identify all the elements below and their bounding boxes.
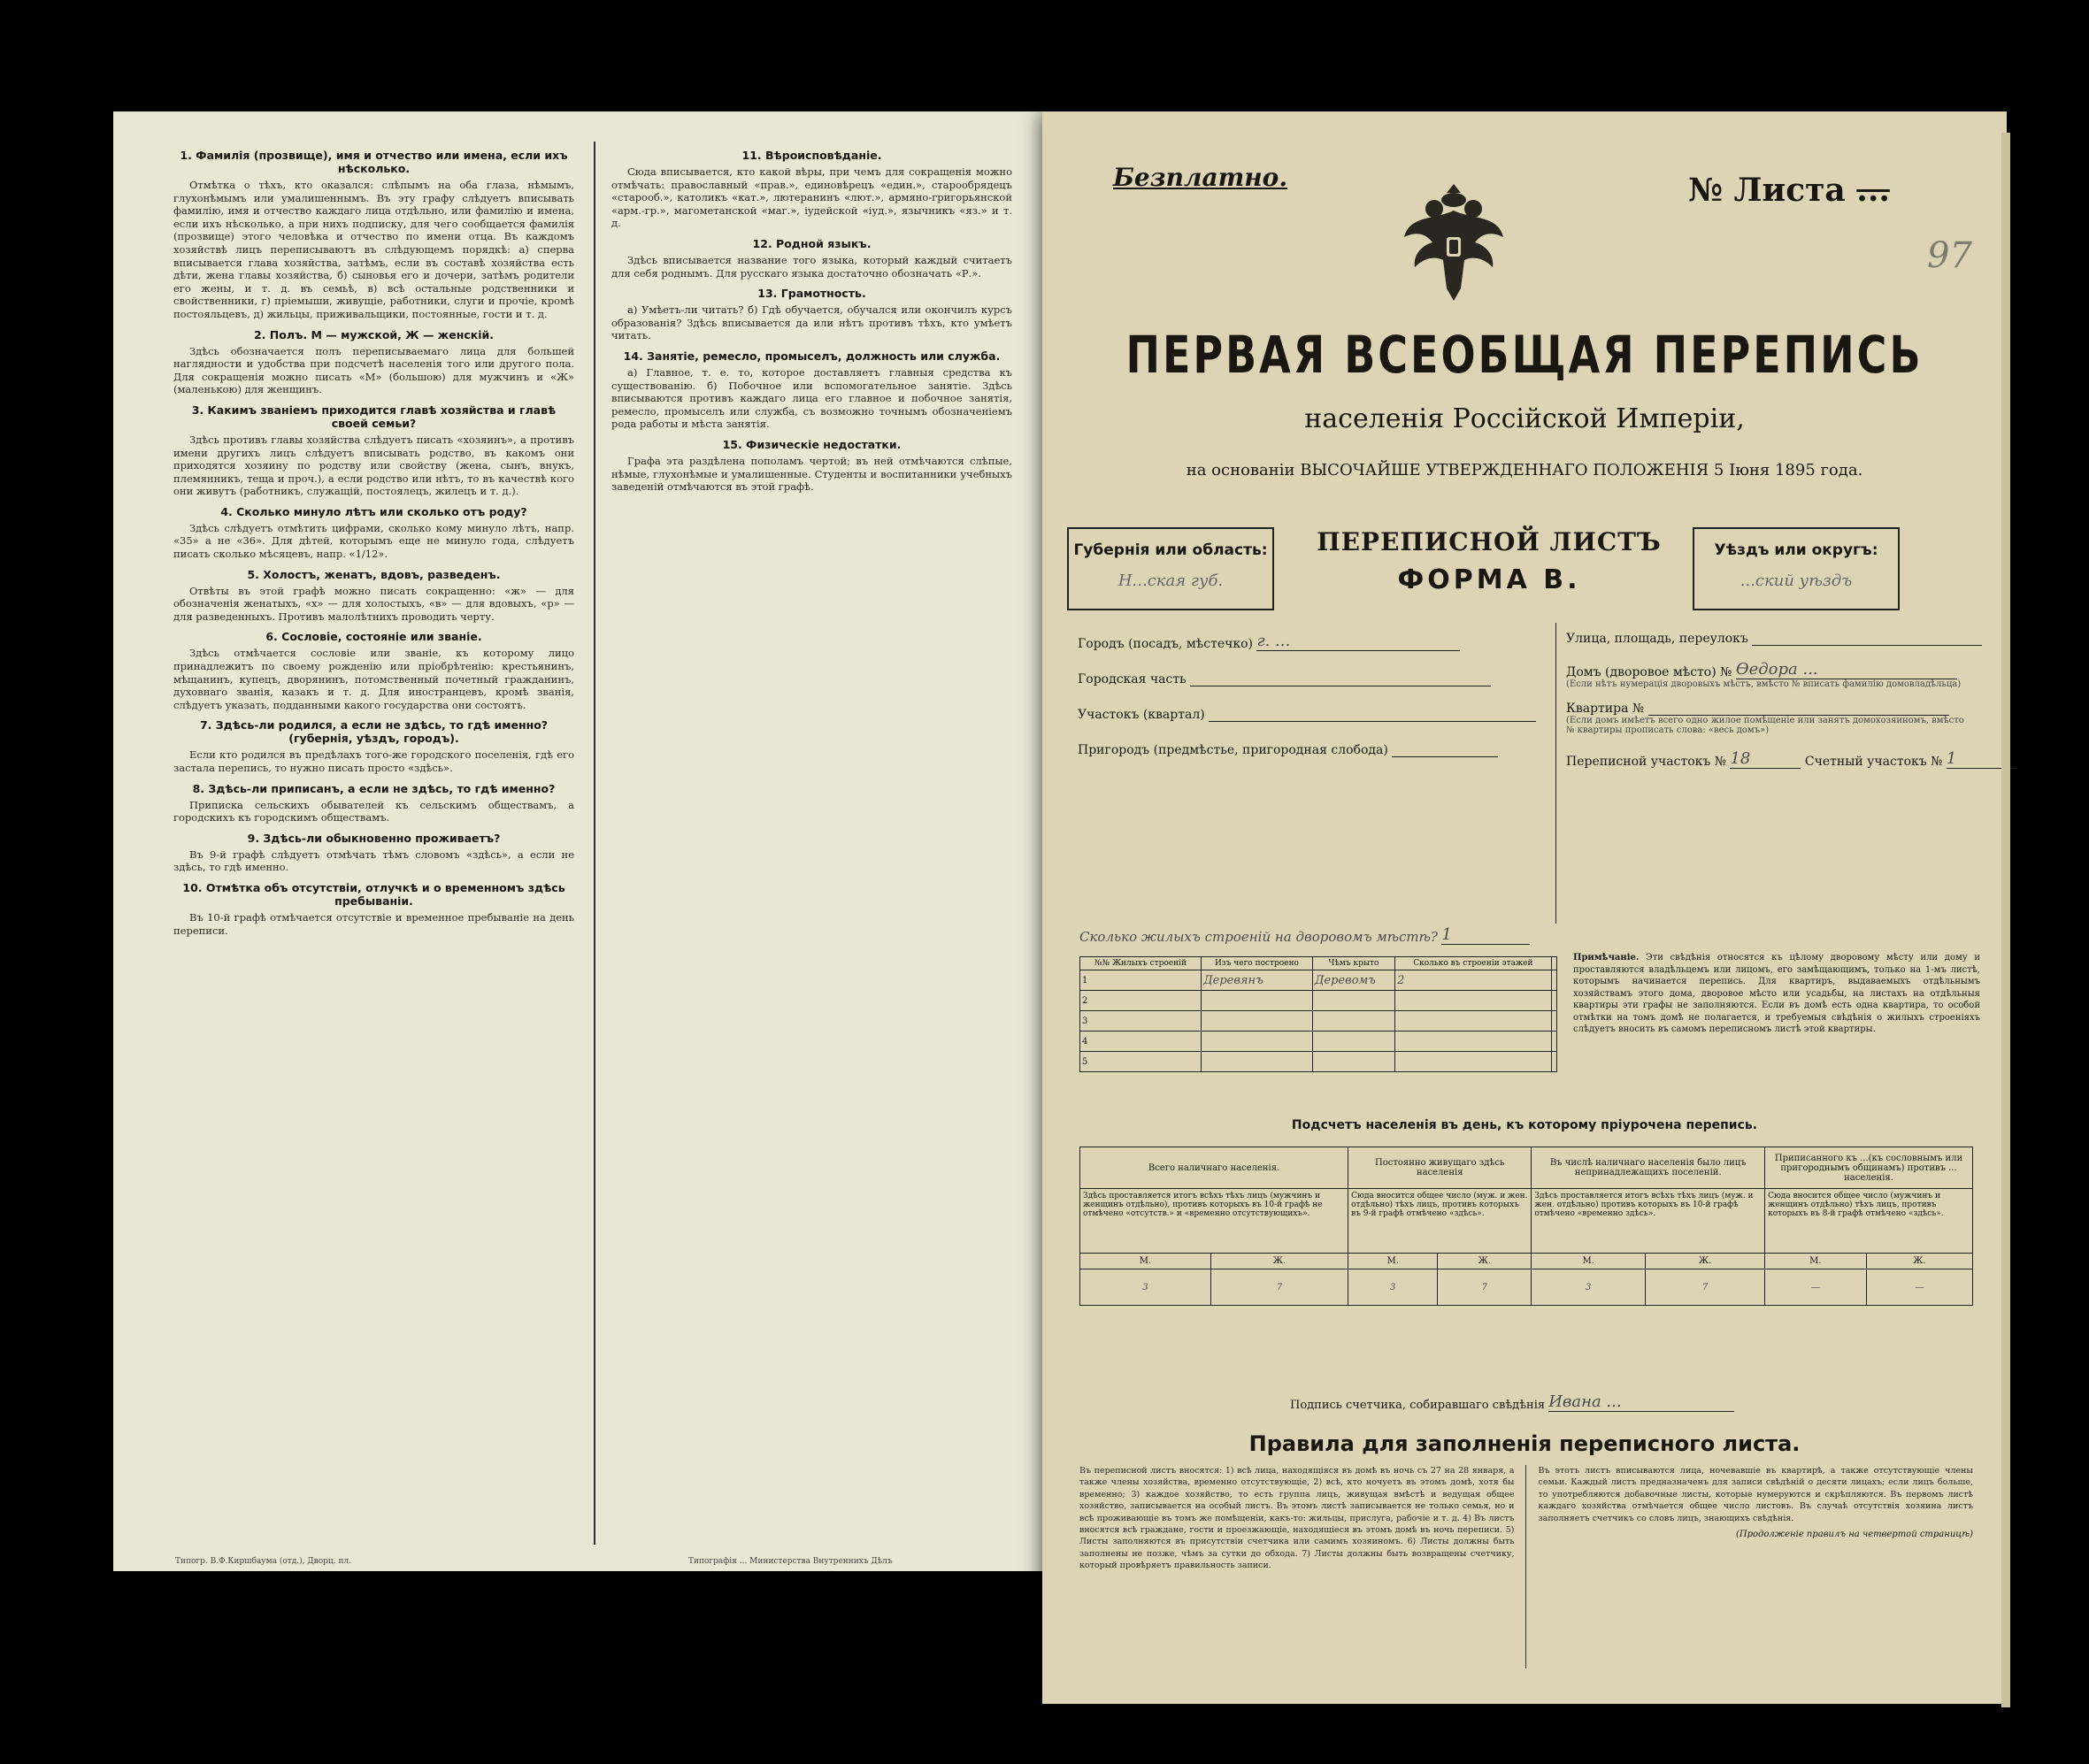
buildings-row (1080, 1032, 1557, 1052)
rules-left-column: Въ переписной листъ вносятся: 1) всѣ лица, находящіяся въ домѣ въ ночь съ 27 на 28 января, а также члены хозяйства, временно отсутствующіе, 2) всѣ, кто ночуетъ въ этомъ домѣ, хотя бы временно; 3) каждое хозяйство, то есть группа лицъ, живущая вмѣстѣ и ведущая общее хозяйство, записывается на особый листъ. Въ этомъ листѣ записывается не только семья, но и всѣ проживающіе въ томъ же помѣщеніи, какъ-то: жильцы, прислуга, рабочіе и т. д. 4) Въ листъ вносятся всѣ граждане, гости и проезжающіе, находящіеся въ этомъ домѣ въ ночь переписи. 5) Листы заполняются въ присутствіи счетчика или самимъ хозяиномъ. 6) Листы должны быть заполнены не позже, чѣмъ за сутки до обхода. 7) Листы должны быть возвращены счетчику, который провѣряетъ правильность записи. (1079, 1465, 1526, 1668)
gubernia-box (1067, 527, 1274, 610)
rules-right-wrap (1539, 1465, 1974, 1668)
totals-description-cell: Здѣсь проставляется итогъ всѣхъ тѣхъ лицъ (мужчинъ и женщинъ отдѣльно), противъ которыхъ въ 10-й графѣ не отмѣчено «отсутств.» и «временно отсутствующихъ». (1080, 1189, 1348, 1254)
buildings-cell (1551, 1032, 1556, 1052)
sex-label-cell: М. (1348, 1254, 1438, 1269)
section-heading: 10. Отмѣтка объ отсутствіи, отлучкѣ и о временномъ здѣсь пребываніи. (182, 880, 565, 908)
rules-title: Правила для заполненія переписного листа. (1248, 1431, 1801, 1456)
location-fields (1078, 623, 1556, 924)
buildings-cell (1551, 970, 1556, 991)
section-text: Отвѣты въ этой графѣ можно писать сокращенно: «ж» — для обозначенія женатыхъ, «х» — для холостыхъ, «в» — для вдовыхъ, «р» — для разведенныхъ. Противъ малолѣтнихъ проводить черту. (173, 584, 574, 623)
buildings-note (1573, 952, 1980, 1036)
sex-label-cell: М. (1532, 1254, 1646, 1269)
section-text: Приписка сельскихъ обывателей къ сельскимъ обществамъ, а городскихъ къ городскимъ обществамъ. (173, 798, 574, 824)
buildings-cell (1202, 991, 1313, 1011)
totals-value-cell: — (1765, 1269, 1867, 1306)
section-heading: 11. Вѣроисповѣданіе. (741, 149, 882, 162)
section-heading: 13. Грамотность. (757, 287, 866, 301)
uezd-box (1693, 527, 1900, 610)
legal-basis-line: на основаніи ВЫСОЧАЙШЕ УТВЕРЖДЕННАГО ПОЛОЖЕНІЯ 5 Іюня 1895 года. (1186, 461, 1863, 479)
gubernia-value: Н...ская губ. (1117, 571, 1224, 590)
uezd-value: ...ский уѣздъ (1740, 571, 1853, 590)
free-label: Безплатно. (1113, 163, 1288, 192)
section-heading: 2. Полъ. М — мужской, Ж — женскій. (253, 327, 495, 341)
totals-table (1079, 1147, 1973, 1306)
totals-header-row (1080, 1147, 1973, 1189)
dom-label: Домъ (дворовое мѣсто) № (1566, 665, 1732, 679)
buildings-cell (1312, 1032, 1394, 1052)
sheet-title: ПЕРЕПИСНОЙ ЛИСТЪ (1317, 527, 1662, 556)
sex-label-cell: Ж. (1210, 1254, 1348, 1269)
rules-right-column: Въ этотъ листъ вписываются лица, ночевавшіе въ квартирѣ, а также отсутствующіе члены семьи. Каждый листъ предназначенъ для записи свѣдѣній о десяти лицахъ; если лицъ больше, то употребляются добавочные листы, которые нумеруются и скрѣпляются. Въ первомъ листѣ каждаго хозяйства отмѣчается общее число листовъ. Въ случаѣ отсутствія хозяина листъ заполняетъ счетчикъ со словъ лицъ, знающихъ свѣдѣнія. (1538, 1466, 1973, 1523)
totals-description-cell: Сюда вносится общее число (муж. и жен. отдѣльно) тѣхъ лицъ, противъ которыхъ въ 9-й графѣ отмѣчено «здѣсь». (1348, 1189, 1532, 1254)
totals-description-cell: Здѣсь проставляется итогъ всѣхъ тѣхъ лицъ (муж. и жен. отдѣльно) противъ которыхъ въ 10-й графѣ отмѣчено «временно здѣсь». (1532, 1189, 1765, 1254)
section-text: Въ 9-й графѣ слѣдуетъ отмѣчать тѣмъ словомъ «здѣсь», а если не здѣсь, то гдѣ именно. (173, 847, 574, 874)
left-column (173, 142, 574, 1545)
address-fields (1566, 623, 1982, 924)
note-text: Эти свѣдѣнія относятся къ цѣлому дворовому мѣсту или дому и проставляются владѣльцемъ или лицомъ, его замѣщающимъ, только на 1-мъ листѣ, которымъ начинается перепись. Для квартиръ, выдаваемыхъ отдѣльнымъ хозяйствамъ этого дома, дворовое мѣсто или усадьбы, на листахъ на отдѣльныя квартиры эти графы не заполняются. Если въ домѣ есть одна квартира, то особой отмѣтки на томъ домѣ не полагается, и требуемыя свѣдѣнія о жилыхъ строеніяхъ слѣдуетъ вносить въ самомъ переписномъ листѣ этой квартиры. (1573, 953, 1980, 1034)
sex-label-cell: Ж. (1438, 1254, 1532, 1269)
sex-label-cell: Ж. (1866, 1254, 1972, 1269)
totals-header-cell: Въ числѣ наличнаго населенія было лицъ непринадлежащихъ поселеній. (1532, 1147, 1765, 1189)
totals-header-cell: Постоянно живущаго здѣсь населенія (1348, 1147, 1532, 1189)
buildings-row (1080, 1011, 1557, 1032)
section-heading: 9. Здѣсь-ли обыкновенно проживаетъ? (247, 831, 501, 845)
perepisnoy-field (1566, 749, 1982, 769)
section-heading: 7. Здѣсь-ли родился, а если не здѣсь, то гдѣ именно? (губернія, уѣздъ, городъ). (199, 718, 549, 746)
rules-continuation: (Продолженіе правилъ на четвертой страницѣ) (1736, 1530, 1973, 1540)
buildings-cell (1551, 991, 1556, 1011)
buildings-table (1079, 956, 1557, 1072)
buildings-count-field (1079, 925, 1530, 945)
perepisnoy-label: Переписной участокъ № (1566, 755, 1726, 769)
totals-value-cell: — (1866, 1269, 1972, 1306)
schetny-label: Счетный участокъ № (1804, 755, 1943, 769)
section-text: а) Главное, т. е. то, которое доставляетъ главныя средства къ существованію. б) Побочное или вспомогательное занятіе. Здѣсь вписываются противъ каждаго лица его главное и побочное занятія, ремесло, промыселъ или служба, съ возможно точнымъ обозначеніемъ рода работы и мѣста занятія. (611, 365, 1012, 431)
left-page-instructions (113, 111, 1042, 1571)
rules-body (1079, 1465, 1973, 1668)
double-headed-eagle-emblem (1401, 175, 1507, 308)
section-text: Здѣсь слѣдуетъ отмѣтить цифрами, сколько кому минуло лѣтъ, напр. «35» а не «36». Для дѣтей, которымъ еще не минуло года, слѣдуетъ писать сколько мѣсяцевъ, напр. «1/12». (173, 521, 574, 561)
census-form-page (1042, 111, 2007, 1704)
kvartira-field (1566, 702, 1982, 716)
buildings-cell (1312, 1011, 1394, 1032)
buildings-header-cell: Сколько въ строеніи этажей (1395, 957, 1552, 970)
buildings-header-cell: №№ Жилыхъ строеній (1080, 957, 1202, 970)
pencil-archive-number: 97 (1927, 235, 1972, 276)
sex-label-cell: М. (1080, 1254, 1211, 1269)
totals-value-cell: 7 (1210, 1269, 1348, 1306)
page-edge (2001, 133, 2010, 1707)
uchastok-field (1078, 708, 1555, 722)
chast-label: Городская часть (1078, 672, 1187, 686)
section-text: а) Умѣетъ-ли читать? б) Гдѣ обучается, обучался или окончилъ курсъ образованія? Здѣсь вписывается да или нѣтъ противъ тѣхъ, кто умѣетъ читать. (611, 303, 1012, 342)
section-heading: 8. Здѣсь-ли приписанъ, а если не здѣсь, то гдѣ именно? (192, 781, 556, 795)
buildings-cell (1395, 991, 1552, 1011)
prigorod-field (1078, 743, 1555, 757)
dom-field (1566, 660, 1982, 679)
right-column (594, 142, 1012, 1545)
buildings-cell: Деревянъ (1202, 970, 1313, 991)
totals-value-cell: 3 (1348, 1269, 1438, 1306)
uezd-label: Уѣздъ или округъ: (1714, 541, 1878, 559)
buildings-count-value: 1 (1441, 925, 1452, 944)
totals-title: Подсчетъ населенія въ день, къ которому пріурочена перепись. (1291, 1118, 1758, 1132)
section-heading: 1. Фамилія (прозвище), имя и отчество или имена, если ихъ нѣсколько. (180, 149, 568, 175)
printer-imprint: Типогр. В.Ф.Киршбаума (отд.), Дворц. пл. (175, 1557, 352, 1566)
counter-value: Ивана ... (1548, 1392, 1622, 1411)
totals-description-cell: Сюда вносится общее число (мужчинъ и женщинъ отдѣльно) тѣхъ лицъ, противъ которыхъ въ 8-й графѣ отмѣчено «здѣсь». (1765, 1189, 1973, 1254)
section-text: Графа эта раздѣлена пополамъ чертой; въ ней отмѣчаются слѣпые, нѣмые, глухонѣмые и умалишенные. Студенты и воспитанники учебныхъ заведеній отмѣчаются въ этой графѣ. (611, 454, 1012, 494)
totals-value-cell: 7 (1646, 1269, 1765, 1306)
totals-description-row (1080, 1189, 1973, 1254)
kvartira-label: Квартира № (1566, 702, 1645, 716)
totals-value-cell: 3 (1532, 1269, 1646, 1306)
note-title: Примѣчаніе. (1573, 953, 1640, 963)
sex-label-cell: М. (1765, 1254, 1867, 1269)
buildings-cell (1551, 1052, 1556, 1072)
sheet-number (1688, 172, 1890, 209)
schetny-value: 1 (1946, 749, 1957, 768)
section-text: Отмѣтка о тѣхъ, кто оказался: слѣпымъ на оба глаза, нѣмымъ, глухонѣмымъ или умалишеннымъ. Въ эту графу слѣдуетъ вписывать фамилію, имя и отчество каждаго лица отдѣльно, или фамилію и имена, если ихъ нѣсколько, а при нихъ подписку, для чего сообщается фамилія (прозвище) этого человѣка и отчество по имени отца. Въ каждомъ хозяйствѣ лицъ переписываютъ въ слѣдующемъ порядкѣ: а) сперва вписывается глава хозяйства, затѣмъ, если въ составѣ хозяйства есть дѣти, жена главы хозяйства, б) сыновья его и дочери, затѣмъ родители его жены, и т. д. въ семьѣ, в) всѣ остальные родственники и свойственники, г) пріемыши, живущіе, работники, слуги и прочіе, кромѣ постояльцевъ, д) жильцы, приживальщики, постоянные, гости и т. д. (173, 179, 574, 320)
gorod-value: г. ... (1256, 632, 1291, 650)
counter-signature (1290, 1392, 1734, 1412)
section-text: Здѣсь вписывается название того языка, который каждый считаетъ для себя роднымъ. Для русскаго языка достаточно обозначать «Р.». (611, 253, 1012, 280)
buildings-cell (1312, 991, 1394, 1011)
buildings-cell (1395, 1052, 1552, 1072)
buildings-count-label: Сколько жилыхъ строеній на дворовомъ мѣстѣ? (1079, 929, 1438, 945)
gorod-field (1078, 632, 1555, 651)
gubernia-label: Губернія или область: (1073, 541, 1268, 559)
buildings-table-header (1080, 957, 1557, 970)
section-text: Здѣсь противъ главы хозяйства слѣдуетъ писать «хозяинъ», а противъ имени другихъ лицъ слѣдуетъ вписывать родство, въ какомъ они приходятся хозяину по родству или свойству (жена, сынъ, внукъ, племянникъ, теща и проч.), а если родство или нѣтъ, то въ качествѣ кого они живутъ (работникъ, служащій, постоялецъ, жилецъ и т. д.). (173, 433, 574, 498)
buildings-header-cell (1551, 957, 1556, 970)
census-title: ПЕРВАЯ ВСЕОБЩАЯ ПЕРЕПИСЬ (1125, 325, 1924, 385)
totals-sex-row (1080, 1254, 1973, 1269)
dom-value: Ѳедора ... (1735, 660, 1818, 679)
totals-value-cell: 3 (1080, 1269, 1211, 1306)
perepisnoy-value: 18 (1730, 749, 1751, 768)
buildings-cell (1395, 1032, 1552, 1052)
sheet-number-label: № Листа (1688, 172, 1846, 209)
buildings-cell (1551, 1011, 1556, 1032)
buildings-row (1080, 1052, 1557, 1072)
dom-note: (Если нѣтъ нумерація дворовыхъ мѣстъ, вмѣсто № вписать фамилію домовладѣльца) (1566, 679, 1962, 689)
ulitsa-label: Улица, площадь, переулокъ (1566, 632, 1748, 646)
section-heading: 4. Сколько минуло лѣтъ или сколько отъ роду? (220, 504, 527, 518)
form-label: ФОРМА В. (1397, 564, 1581, 595)
counter-label: Подпись счетчика, собиравшаго свѣдѣнія (1290, 1399, 1546, 1412)
uchastok-label: Участокъ (квартал) (1078, 708, 1205, 722)
buildings-cell (1395, 1011, 1552, 1032)
section-heading: 12. Родной языкъ. (752, 236, 872, 250)
buildings-row (1080, 970, 1557, 991)
buildings-cell: 2 (1395, 970, 1552, 991)
buildings-cell (1202, 1032, 1313, 1052)
kvartira-note: (Если домъ имѣетъ всего одно жилое помѣщеніе или занятъ домохозяиномъ, вмѣсто № квартиры прописать слова: «весь домъ») (1566, 716, 1964, 735)
section-text: Въ 10-й графѣ отмѣчается отсутствіе и временное пребываніе на день переписи. (173, 910, 574, 937)
prigorod-label: Пригородъ (предмѣстье, пригородная слобода) (1078, 743, 1388, 757)
census-subtitle: населенія Россійской Имперіи, (1304, 403, 1745, 434)
buildings-cell (1202, 1011, 1313, 1032)
section-text: Здѣсь обозначается полъ переписываемаго лица для большей наглядности и удобства при подсчетѣ населенія того или другого пола. Для сокращенія можно писать «М» (большою) для мужчинъ и «Ж» (маленькою) для женщинъ. (173, 344, 574, 396)
buildings-cell: 5 (1080, 1052, 1202, 1072)
buildings-cell: Деревомъ (1312, 970, 1394, 991)
totals-value-row (1080, 1269, 1973, 1306)
buildings-cell (1202, 1052, 1313, 1072)
buildings-header-cell: Изъ чего построено (1202, 957, 1313, 970)
buildings-cell: 2 (1080, 991, 1202, 1011)
buildings-cell: 3 (1080, 1011, 1202, 1032)
section-text: Сюда вписывается, кто какой вѣры, при чемъ для сокращенія можно отмѣчать: православный «прав.», единовѣрецъ «един.», старообрядецъ «старооб.», католикъ «кат.», лютеранинъ «лют.», армяно-григорьянской «арм.-гр.», магометанской «маг.», іудейской «іуд.», язычникъ «яз.» и т. д. (611, 165, 1012, 230)
gorod-label: Городъ (посадъ, мѣстечко) (1078, 637, 1254, 651)
section-text: Если кто родился въ предѣлахъ того-же городского поселенія, гдѣ его застала перепись, то нужно писать просто «здѣсь». (173, 748, 574, 774)
ulitsa-field (1566, 632, 1982, 646)
printer-imprint-2: Типографія ... Министерства Внутреннихъ Дѣлъ (688, 1557, 893, 1566)
section-heading: 6. Сословіе, состояніе или званіе. (265, 630, 482, 644)
sheet-number-value: ... (1856, 172, 1890, 209)
section-text: Здѣсь отмѣчается сословіе или званіе, къ которому лицо принадлежитъ по своему рожденію или пріобрѣтенію: крестьянинъ, мѣщанинъ, купецъ, дворянинъ, потомственный почетный гражданинъ, духовнаго званія, казакъ и т. д. Для иностранцевъ, кромѣ званія, слѣдуетъ указать, подданными какого государства они состоятъ. (173, 647, 574, 711)
section-heading: 3. Какимъ званіемъ приходится главѣ хозяйства и главѣ своей семьи? (191, 403, 557, 430)
sex-label-cell: Ж. (1646, 1254, 1765, 1269)
section-heading: 5. Холостъ, женатъ, вдовъ, разведенъ. (247, 567, 501, 581)
section-heading: 14. Занятіе, ремесло, промыселъ, должность или служба. (623, 349, 1001, 363)
totals-header-cell: Всего наличнаго населенія. (1080, 1147, 1348, 1189)
totals-header-cell: Приписанного къ ...(къ сословнымъ или пригороднымъ общинамъ) противъ ... населенія. (1765, 1147, 1973, 1189)
buildings-cell: 4 (1080, 1032, 1202, 1052)
buildings-row (1080, 991, 1557, 1011)
buildings-cell (1312, 1052, 1394, 1072)
chast-field (1078, 672, 1555, 686)
buildings-cell: 1 (1080, 970, 1202, 991)
buildings-header-cell: Чѣмъ крыто (1312, 957, 1394, 970)
section-heading: 15. Физическіе недостатки. (722, 437, 902, 451)
totals-value-cell: 7 (1438, 1269, 1532, 1306)
